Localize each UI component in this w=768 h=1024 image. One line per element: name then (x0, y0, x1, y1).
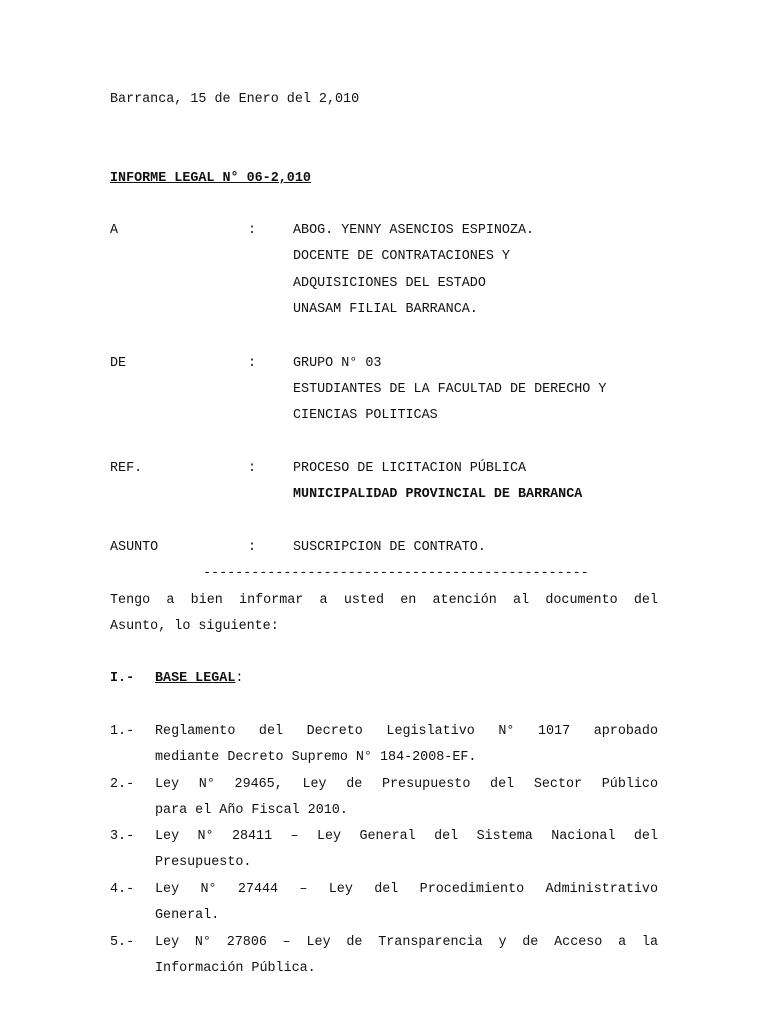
ref-colon: : (248, 461, 257, 476)
section-number: I.- (110, 671, 135, 686)
list-item-number: 1.- (110, 724, 135, 739)
list-item-line-1: Ley N° 27444 – Ley del Procedimiento Administrativo (155, 882, 658, 897)
to-line-3: ADQUISICIONES DEL ESTADO (293, 276, 486, 291)
list-item-line-2: General. (155, 908, 220, 923)
to-colon: : (248, 223, 257, 238)
section-title: BASE LEGAL (155, 671, 236, 686)
list-item-line-2: para el Año Fiscal 2010. (155, 803, 348, 818)
to-line-4: UNASAM FILIAL BARRANCA. (293, 302, 478, 317)
section-suffix: : (235, 671, 244, 686)
intro-line-1: Tengo a bien informar a usted en atención al documento del (110, 593, 658, 608)
section-heading (155, 670, 243, 688)
from-label: DE (110, 356, 127, 371)
ref-line-1: PROCESO DE LICITACION PÚBLICA (293, 461, 527, 476)
list-item-number: 3.- (110, 829, 135, 844)
list-item-line-1: Ley N° 28411 – Ley General del Sistema Nacional del (155, 829, 658, 844)
list-item-line-2: mediante Decreto Supremo N° 184-2008-EF. (155, 750, 477, 765)
list-item-line-1: Ley N° 27806 – Ley de Transparencia y de Acceso a la (155, 935, 658, 950)
ref-label: REF. (110, 461, 143, 476)
from-line-2: ESTUDIANTES DE LA FACULTAD DE DERECHO Y (293, 382, 607, 397)
list-item-line-2: Información Pública. (155, 961, 316, 976)
ref-line-2: MUNICIPALIDAD PROVINCIAL DE BARRANCA (293, 487, 583, 502)
list-item-line-2: Presupuesto. (155, 855, 252, 870)
subject-colon: : (248, 540, 257, 555)
subject-label: ASUNTO (110, 540, 159, 555)
subject-line-1: SUSCRIPCION DE CONTRATO. (293, 540, 486, 555)
separator-line: ------------------------------------------------ (203, 566, 589, 581)
list-item-number: 5.- (110, 935, 135, 950)
from-line-3: CIENCIAS POLITICAS (293, 408, 438, 423)
to-label: A (110, 223, 119, 238)
list-item-line-1: Reglamento del Decreto Legislativo N° 1017 aprobado (155, 724, 658, 739)
list-item-number: 2.- (110, 777, 135, 792)
to-line-2: DOCENTE DE CONTRATACIONES Y (293, 249, 510, 264)
from-colon: : (248, 356, 257, 371)
list-item-number: 4.- (110, 882, 135, 897)
to-line-1: ABOG. YENNY ASENCIOS ESPINOZA. (293, 223, 535, 238)
report-title: INFORME LEGAL N° 06-2,010 (110, 171, 311, 186)
list-item-line-1: Ley N° 29465, Ley de Presupuesto del Sector Público (155, 777, 658, 792)
intro-line-2: Asunto, lo siguiente: (110, 619, 279, 634)
from-line-1: GRUPO N° 03 (293, 356, 382, 371)
date-line: Barranca, 15 de Enero del 2,010 (110, 92, 360, 107)
